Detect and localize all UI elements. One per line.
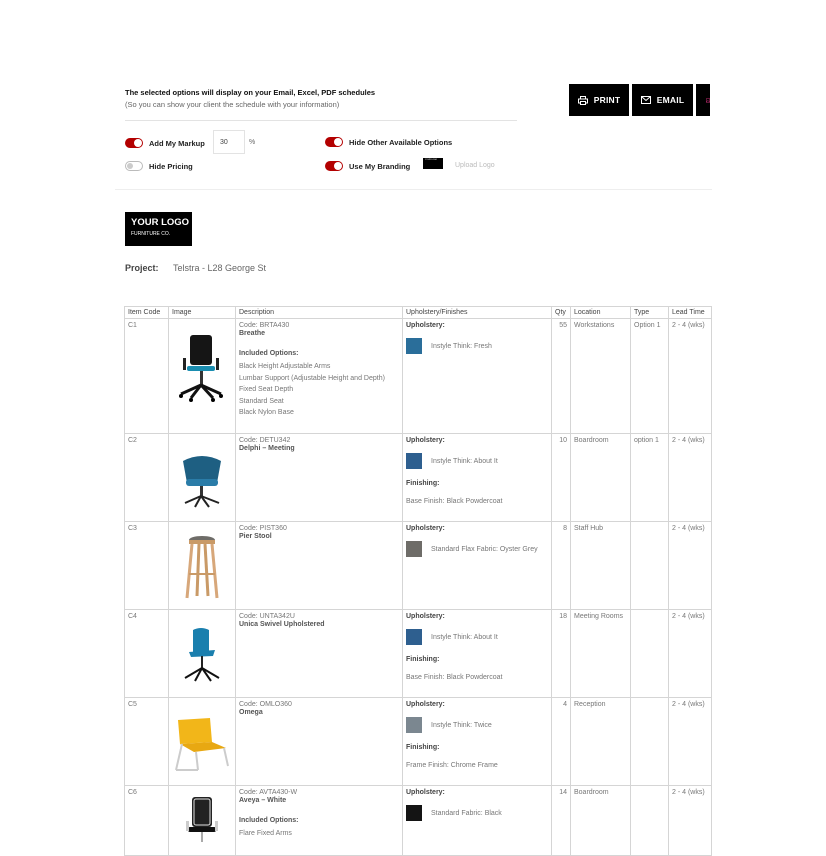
product-name: Omega [239, 709, 263, 716]
product-code: Code: DETU342 [239, 437, 291, 444]
column-header: Upholstery/Finishes [403, 307, 552, 319]
quantity: 10 [552, 434, 571, 522]
hide-other-option[interactable] [325, 137, 452, 147]
print-label: PRINT [593, 95, 621, 105]
use-branding-toggle[interactable] [325, 161, 343, 171]
fabric-swatch [406, 453, 422, 469]
export-button[interactable] [696, 84, 710, 116]
column-header: Lead Time [669, 307, 712, 319]
add-markup-option[interactable] [125, 138, 205, 148]
table-header-row [125, 307, 712, 319]
finishing-label: Finishing: [406, 744, 440, 751]
location: Boardroom [571, 434, 631, 522]
lead-time: 2 - 4 (wks) [669, 698, 712, 786]
fabric-swatch [406, 541, 422, 557]
column-header: Image [169, 307, 236, 319]
markup-unit: % [249, 139, 256, 146]
product-code: Code: PIST360 [239, 525, 287, 532]
product-name: Breathe [239, 330, 266, 337]
description [236, 786, 403, 856]
email-button[interactable] [632, 84, 693, 116]
logo-sub-text: FURNITURE CO. [131, 231, 171, 237]
use-branding-option[interactable] [325, 161, 410, 171]
type: Option 1 [631, 319, 669, 434]
item-code: C3 [125, 522, 169, 610]
type [631, 522, 669, 610]
quantity: 55 [552, 319, 571, 434]
email-label: EMAIL [656, 95, 685, 105]
upholstery [403, 434, 552, 522]
product-name: Unica Swivel Upholstered [239, 621, 325, 628]
column-header: Description [236, 307, 403, 319]
finish-value: Base Finish: Black Powdercoat [406, 498, 503, 505]
project-value: Telstra - L28 George St [173, 263, 267, 273]
table-row [125, 522, 712, 610]
lounge-chair-image [172, 716, 232, 772]
fabric-name: Standard Flax Fabric: Oyster Grey [431, 545, 538, 553]
item-code: C6 [125, 786, 169, 856]
upholstery-label: Upholstery: [406, 701, 445, 708]
item-code: C2 [125, 434, 169, 522]
product-name: Pier Stool [239, 533, 272, 540]
description [236, 434, 403, 522]
upload-logo-link[interactable]: Upload Logo [455, 162, 495, 169]
schedule-table [124, 306, 712, 856]
item-code: C1 [125, 319, 169, 434]
finishing-label: Finishing: [406, 656, 440, 663]
branding-logo-thumbnail: YOUR LOGO [423, 158, 443, 169]
product-name: Delphi – Meeting [239, 445, 295, 452]
type [631, 610, 669, 698]
project-label: Project: [125, 263, 159, 273]
included-option: Fixed Seat Depth [239, 386, 294, 393]
lead-time: 2 - 4 (wks) [669, 434, 712, 522]
product-image [169, 319, 236, 434]
lead-time: 2 - 4 (wks) [669, 522, 712, 610]
add-markup-label: Add My Markup [149, 138, 205, 148]
quantity: 8 [552, 522, 571, 610]
logo-main-text: YOUR LOGO [131, 217, 190, 228]
column-header: Location [571, 307, 631, 319]
item-code: C5 [125, 698, 169, 786]
use-branding-label: Use My Branding [349, 161, 411, 171]
upholstery-label: Upholstery: [406, 322, 445, 329]
column-header: Item Code [125, 307, 169, 319]
upholstery [403, 698, 552, 786]
product-image [169, 786, 236, 856]
fabric-swatch [406, 629, 422, 645]
hide-other-toggle[interactable] [325, 137, 343, 147]
upholstery-label: Upholstery: [406, 437, 445, 444]
hide-pricing-label: Hide Pricing [149, 161, 193, 171]
description [236, 610, 403, 698]
hide-pricing-option[interactable] [125, 161, 193, 171]
lead-time: 2 - 4 (wks) [669, 319, 712, 434]
table-row [125, 610, 712, 698]
company-logo [125, 212, 192, 246]
description [236, 522, 403, 610]
product-code: Code: AVTA430-W [239, 789, 298, 796]
lead-time: 2 - 4 (wks) [669, 786, 712, 856]
included-option: Black Nylon Base [239, 409, 294, 416]
type [631, 698, 669, 786]
included-option: Black Height Adjustable Arms [239, 363, 331, 370]
table-row [125, 319, 712, 434]
upholstery [403, 319, 552, 434]
fabric-swatch [406, 805, 422, 821]
lead-time: 2 - 4 (wks) [669, 610, 712, 698]
upholstery-label: Upholstery: [406, 789, 445, 796]
quantity: 18 [552, 610, 571, 698]
upholstery [403, 522, 552, 610]
product-code: Code: OMLO360 [239, 701, 292, 708]
quantity: 4 [552, 698, 571, 786]
upholstery-label: Upholstery: [406, 613, 445, 620]
markup-input[interactable]: 30 [213, 130, 245, 154]
fabric-swatch [406, 338, 422, 354]
included-options-heading: Included Options: [239, 817, 299, 824]
item-code: C4 [125, 610, 169, 698]
product-name: Aveya – White [239, 797, 287, 804]
product-image [169, 698, 236, 786]
product-image [169, 434, 236, 522]
table-row [125, 698, 712, 786]
print-button[interactable] [569, 84, 629, 116]
hide-pricing-toggle[interactable] [125, 161, 143, 171]
task-chair-image [177, 330, 227, 404]
fabric-swatch [406, 717, 422, 733]
swivel-chair-image [181, 626, 223, 682]
divider [115, 189, 712, 190]
included-option: Lumbar Support (Adjustable Height and Depth) [239, 374, 385, 382]
fabric-name: Instyle Think: Fresh [431, 342, 492, 350]
column-header: Qty [552, 307, 571, 319]
task-chair-image [180, 795, 224, 845]
location: Staff Hub [571, 522, 631, 610]
printer-icon [578, 96, 588, 105]
type: option 1 [631, 434, 669, 522]
info-subtitle: (So you can show your client the schedule with your information) [125, 100, 340, 109]
table-row [125, 434, 712, 522]
included-option: Flare Fixed Arms [239, 830, 292, 837]
product-image [169, 610, 236, 698]
location: Workstations [571, 319, 631, 434]
upholstery-label: Upholstery: [406, 525, 445, 532]
fabric-name: Instyle Think: About It [431, 633, 498, 641]
finish-value: Frame Finish: Chrome Frame [406, 762, 498, 769]
upholstery [403, 786, 552, 856]
image-icon [706, 96, 710, 105]
fabric-name: Instyle Think: About It [431, 457, 498, 465]
description [236, 698, 403, 786]
product-code: Code: BRTA430 [239, 322, 290, 329]
upholstery [403, 610, 552, 698]
location: Reception [571, 698, 631, 786]
divider [125, 120, 517, 121]
product-image [169, 522, 236, 610]
info-title: The selected options will display on your Email, Excel, PDF schedules [125, 88, 376, 97]
hide-other-label: Hide Other Available Options [349, 137, 453, 147]
description [236, 319, 403, 434]
fabric-name: Standard Fabric: Black [431, 809, 502, 817]
meeting-chair-image [177, 451, 227, 509]
envelope-icon [641, 96, 651, 104]
quantity: 14 [552, 786, 571, 856]
finishing-label: Finishing: [406, 480, 440, 487]
product-code: Code: UNTA342U [239, 613, 295, 620]
included-option: Standard Seat [239, 397, 284, 405]
fabric-name: Instyle Think: Twice [431, 721, 492, 729]
type [631, 786, 669, 856]
included-options-heading: Included Options: [239, 350, 299, 357]
column-header: Type [631, 307, 669, 319]
add-markup-toggle[interactable] [125, 138, 143, 148]
table-row [125, 786, 712, 856]
stool-image [182, 534, 222, 602]
location: Meeting Rooms [571, 610, 631, 698]
finish-value: Base Finish: Black Powdercoat [406, 674, 503, 681]
location: Boardroom [571, 786, 631, 856]
